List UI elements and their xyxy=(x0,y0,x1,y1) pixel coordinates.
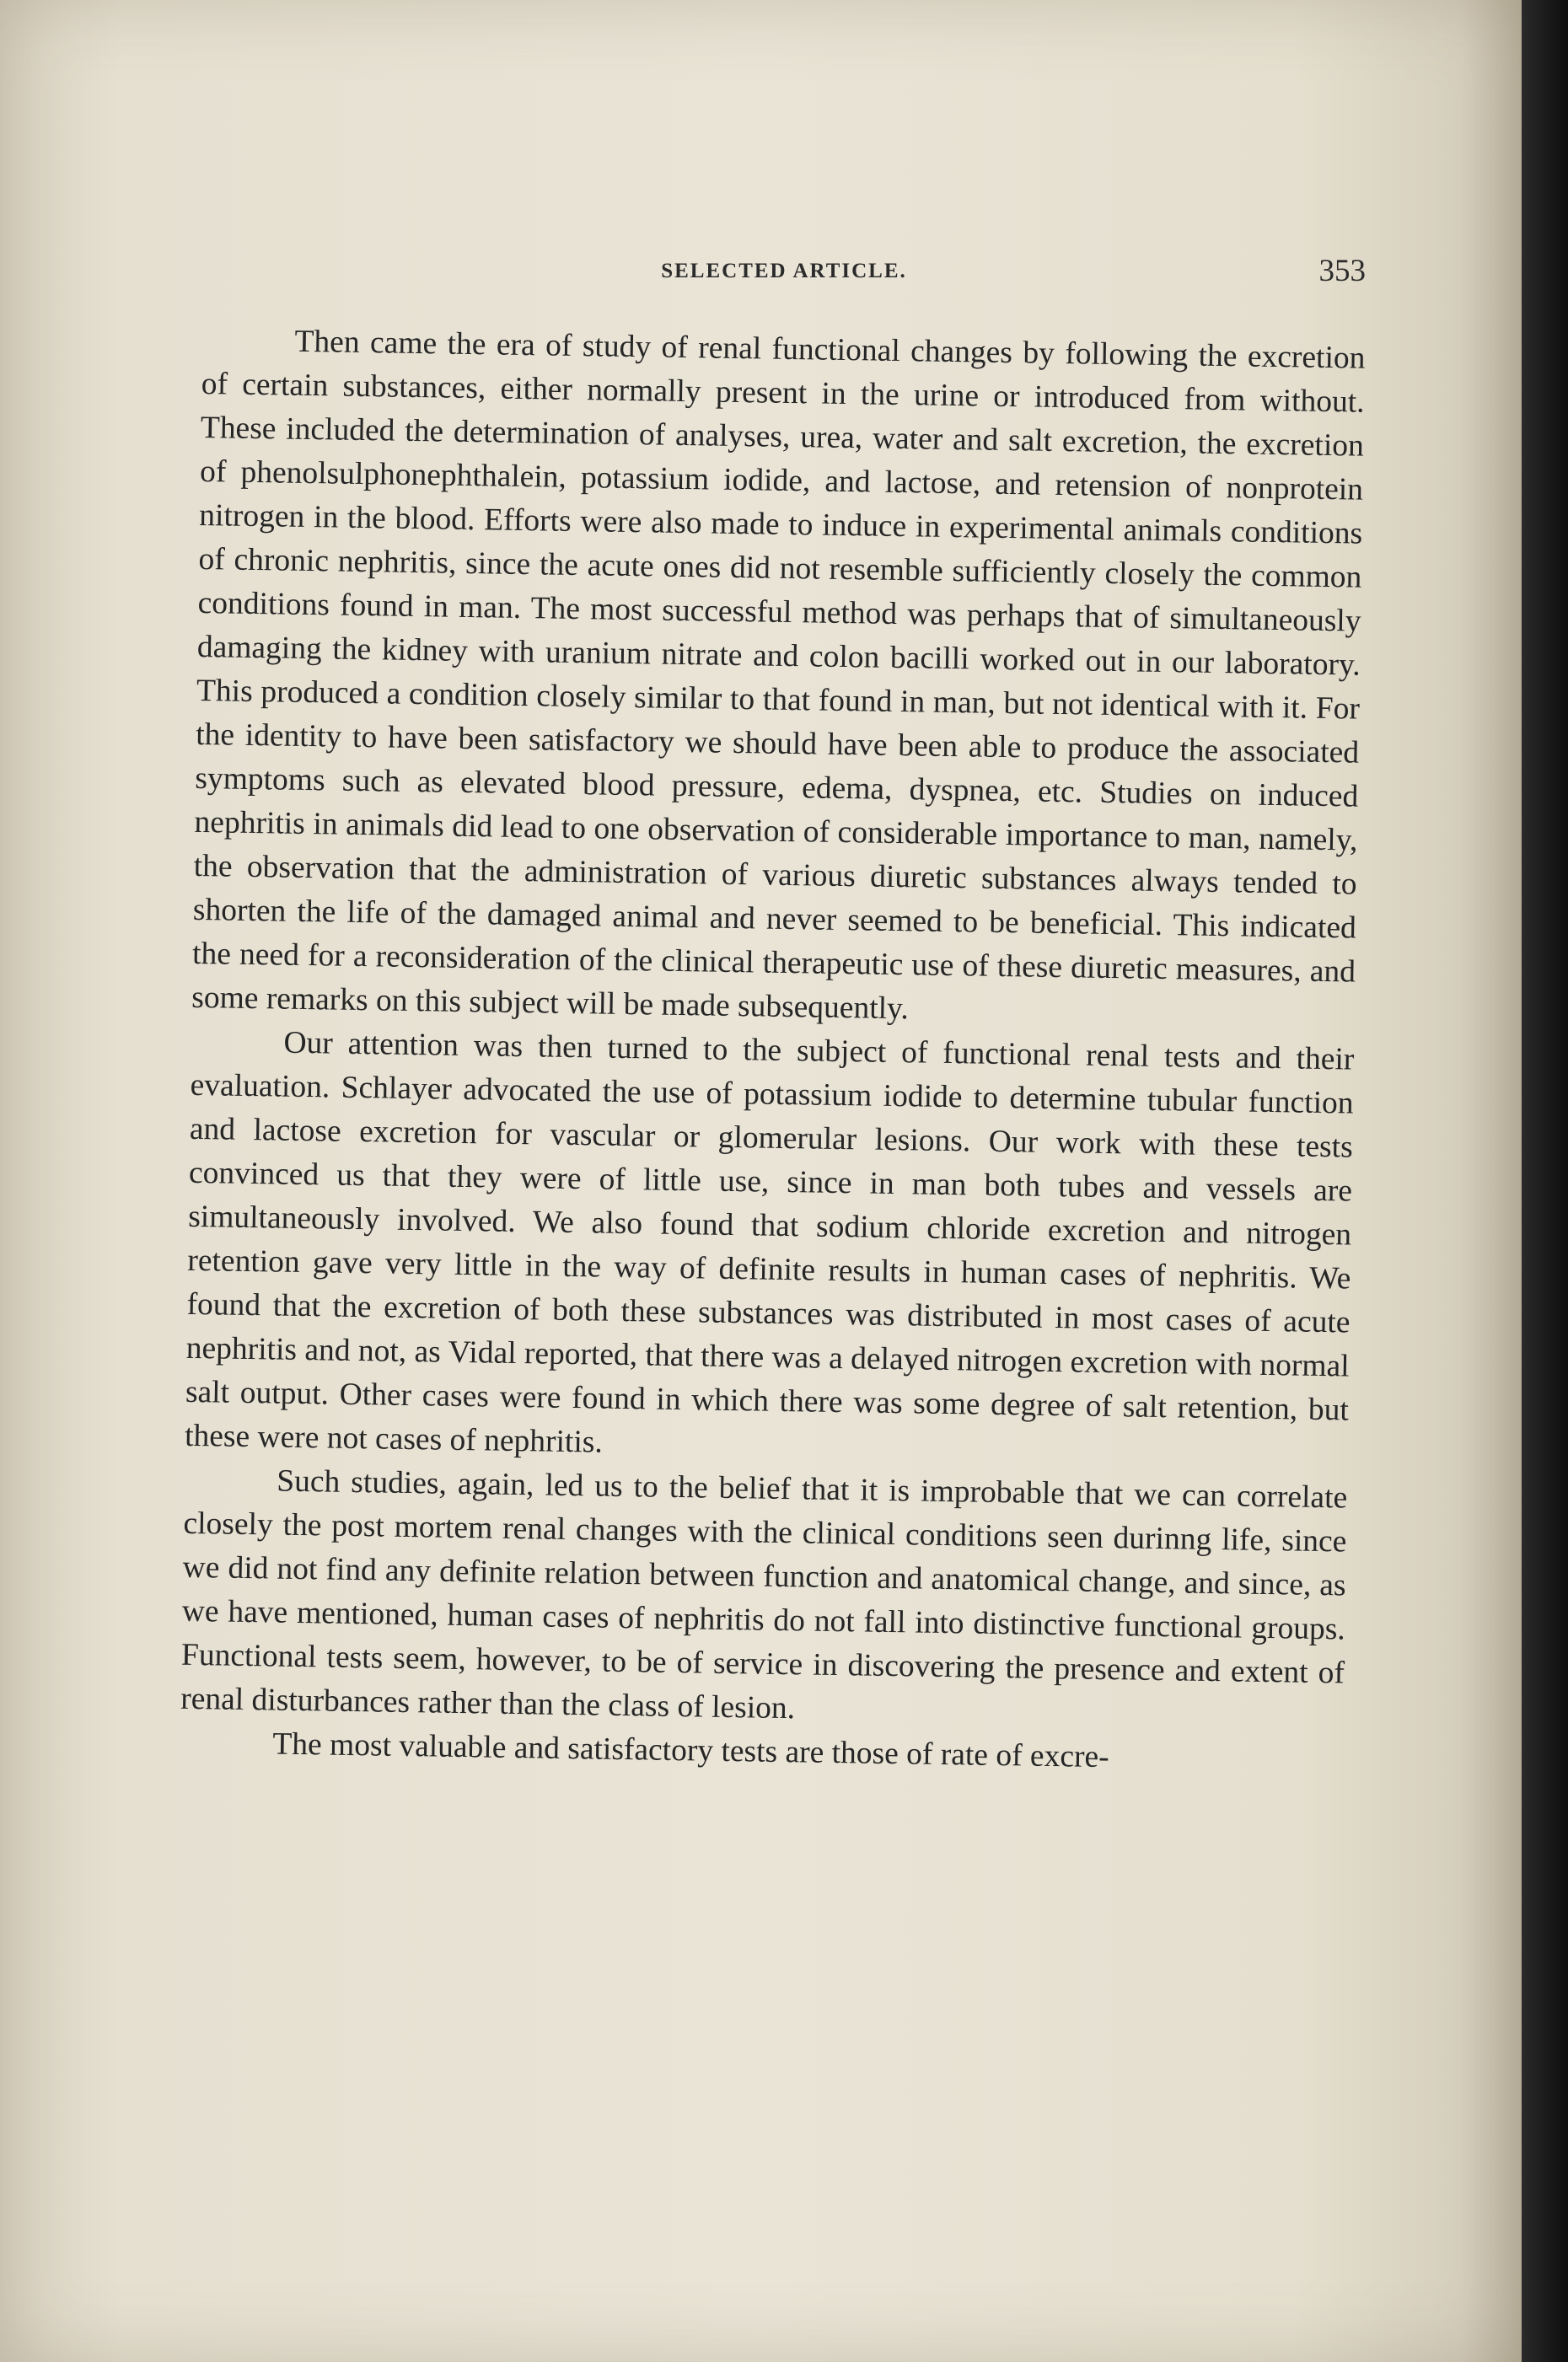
paragraph: Such studies, again, led us to the belief that it is improbable that we can correlate closely the post mortem renal changes with the clinical conditions seen durinng life, since we did not find any definite relation between function and anatomical change, and since, as we have mentioned, human cases of nephritis do not fall into distinctive functional groups. Functional tests seem, however, to be of service in discovering the presence and extent of renal disturbances rather than the class of lesion. xyxy=(180,1463,1348,1726)
running-head xyxy=(202,253,1366,295)
paragraph: Our attention was then turned to the subject of functional renal tests and their evaluation. Schlayer advocated the use of potassium iodide to determine tubular function and lactose excretion for vascular or glomerular lesions. Our work with these tests convinced us that they were of little use, since in man both tubes and vessels are simultaneously involved. We also found that sodium chloride excretion and nitrogen retention gave very little in the way of definite results in human cases of nephritis. We found that the excretion of both these substances was distributed in most cases of acute nephritis and not, as Vidal reported, that there was a delayed nitrogen excretion with normal salt output. Other cases were found in which there was some degree of salt retention, but these were not cases of nephritis. xyxy=(184,1025,1355,1460)
body-text xyxy=(180,319,1366,1783)
page-number: 353 xyxy=(1318,254,1366,288)
book-binding-edge xyxy=(1522,0,1568,2362)
paragraph: Then came the era of study of renal functional changes by following the excretion of certain substances, either normally present in the urine or introduced from without. These included the determination of analyses, urea, water and salt excretion, the excretion of phenolsulphonephthalein, potassium iodide, and lactose, and retension of nonprotein nitrogen in the blood. Efforts were also made to induce in experimental animals conditions of chronic nephritis, since the acute ones did not resemble sufficiently closely the common conditions found in man. The most successful method was perhaps that of simultaneously damaging the kidney with uranium nitrate and colon bacilli worked out in our laboratory. This produced a condition closely similar to that found in man, but not identical with it. For the identity to have been satisfactory we should have been able to produce the associated symptoms such as elevated blood pressure, edema, dyspnea, etc. Studies on induced nephritis in animals did lead to one observation of considerable importance to man, namely, the observation that the administration of various diuretic substances always tended to shorten the life of the damaged animal and never seemed to be beneficial. This indicated the need for a reconsideration of the clinical therapeutic use of these diuretic measures, and some remarks on this subject will be made subsequently. xyxy=(191,324,1366,1027)
running-title: SELECTED ARTICLE. xyxy=(661,260,907,282)
paragraph: The most valuable and satisfactory tests are those of rate of excre- xyxy=(272,1726,1109,1775)
